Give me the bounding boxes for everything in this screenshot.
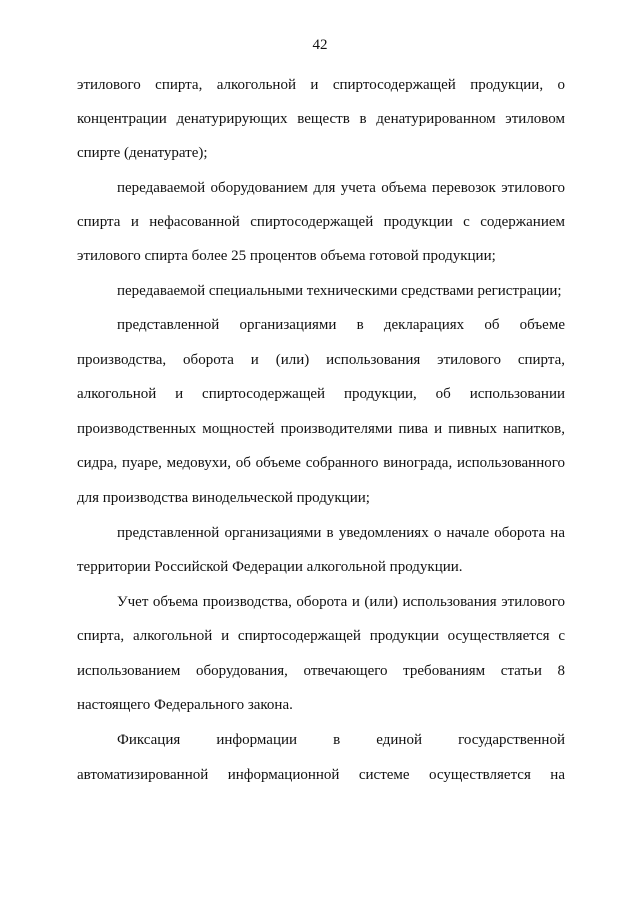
text-line: спирта, алкогольной и спиртосодержащей продукции осуществляется с bbox=[77, 628, 565, 644]
text-line: автоматизированной информационной системе осуществляется на bbox=[77, 767, 565, 783]
text-line: Учет объема производства, оборота и (или) использования этилового bbox=[117, 594, 565, 610]
page-number: 42 bbox=[312, 37, 328, 53]
text-line: использованием оборудования, отвечающего требованиям статьи 8 bbox=[77, 663, 565, 679]
text-line: для производства винодельческой продукции; bbox=[77, 490, 370, 506]
text-line: передаваемой оборудованием для учета объема перевозок этилового bbox=[117, 180, 565, 196]
text-line: алкогольной и спиртосодержащей продукции, об использовании bbox=[77, 386, 565, 402]
text-line: этилового спирта более 25 процентов объема готовой продукции; bbox=[77, 248, 496, 264]
text-line: передаваемой специальными техническими средствами регистрации; bbox=[117, 283, 562, 299]
text-line: концентрации денатурирующих веществ в денатурированном этиловом bbox=[77, 111, 565, 127]
text-line: производственных мощностей производителями пива и пивных напитков, bbox=[77, 421, 565, 437]
text-line: представленной организациями в уведомлениях о начале оборота на bbox=[117, 525, 565, 541]
text-line: представленной организациями в декларациях об объеме bbox=[117, 317, 565, 333]
text-line: производства, оборота и (или) использования этилового спирта, bbox=[77, 352, 565, 368]
text-line: спирта и нефасованной спиртосодержащей продукции с содержанием bbox=[77, 214, 565, 230]
text-line: территории Российской Федерации алкогольной продукции. bbox=[77, 559, 463, 575]
text-line: Фиксация информации в единой государственной bbox=[117, 732, 565, 748]
text-line: спирте (денатурате); bbox=[77, 145, 208, 161]
text-line: этилового спирта, алкогольной и спиртосодержащей продукции, о bbox=[77, 77, 565, 93]
text-line: сидра, пуаре, медовухи, об объеме собранного винограда, использованного bbox=[77, 455, 565, 471]
text-line: настоящего Федерального закона. bbox=[77, 697, 293, 713]
